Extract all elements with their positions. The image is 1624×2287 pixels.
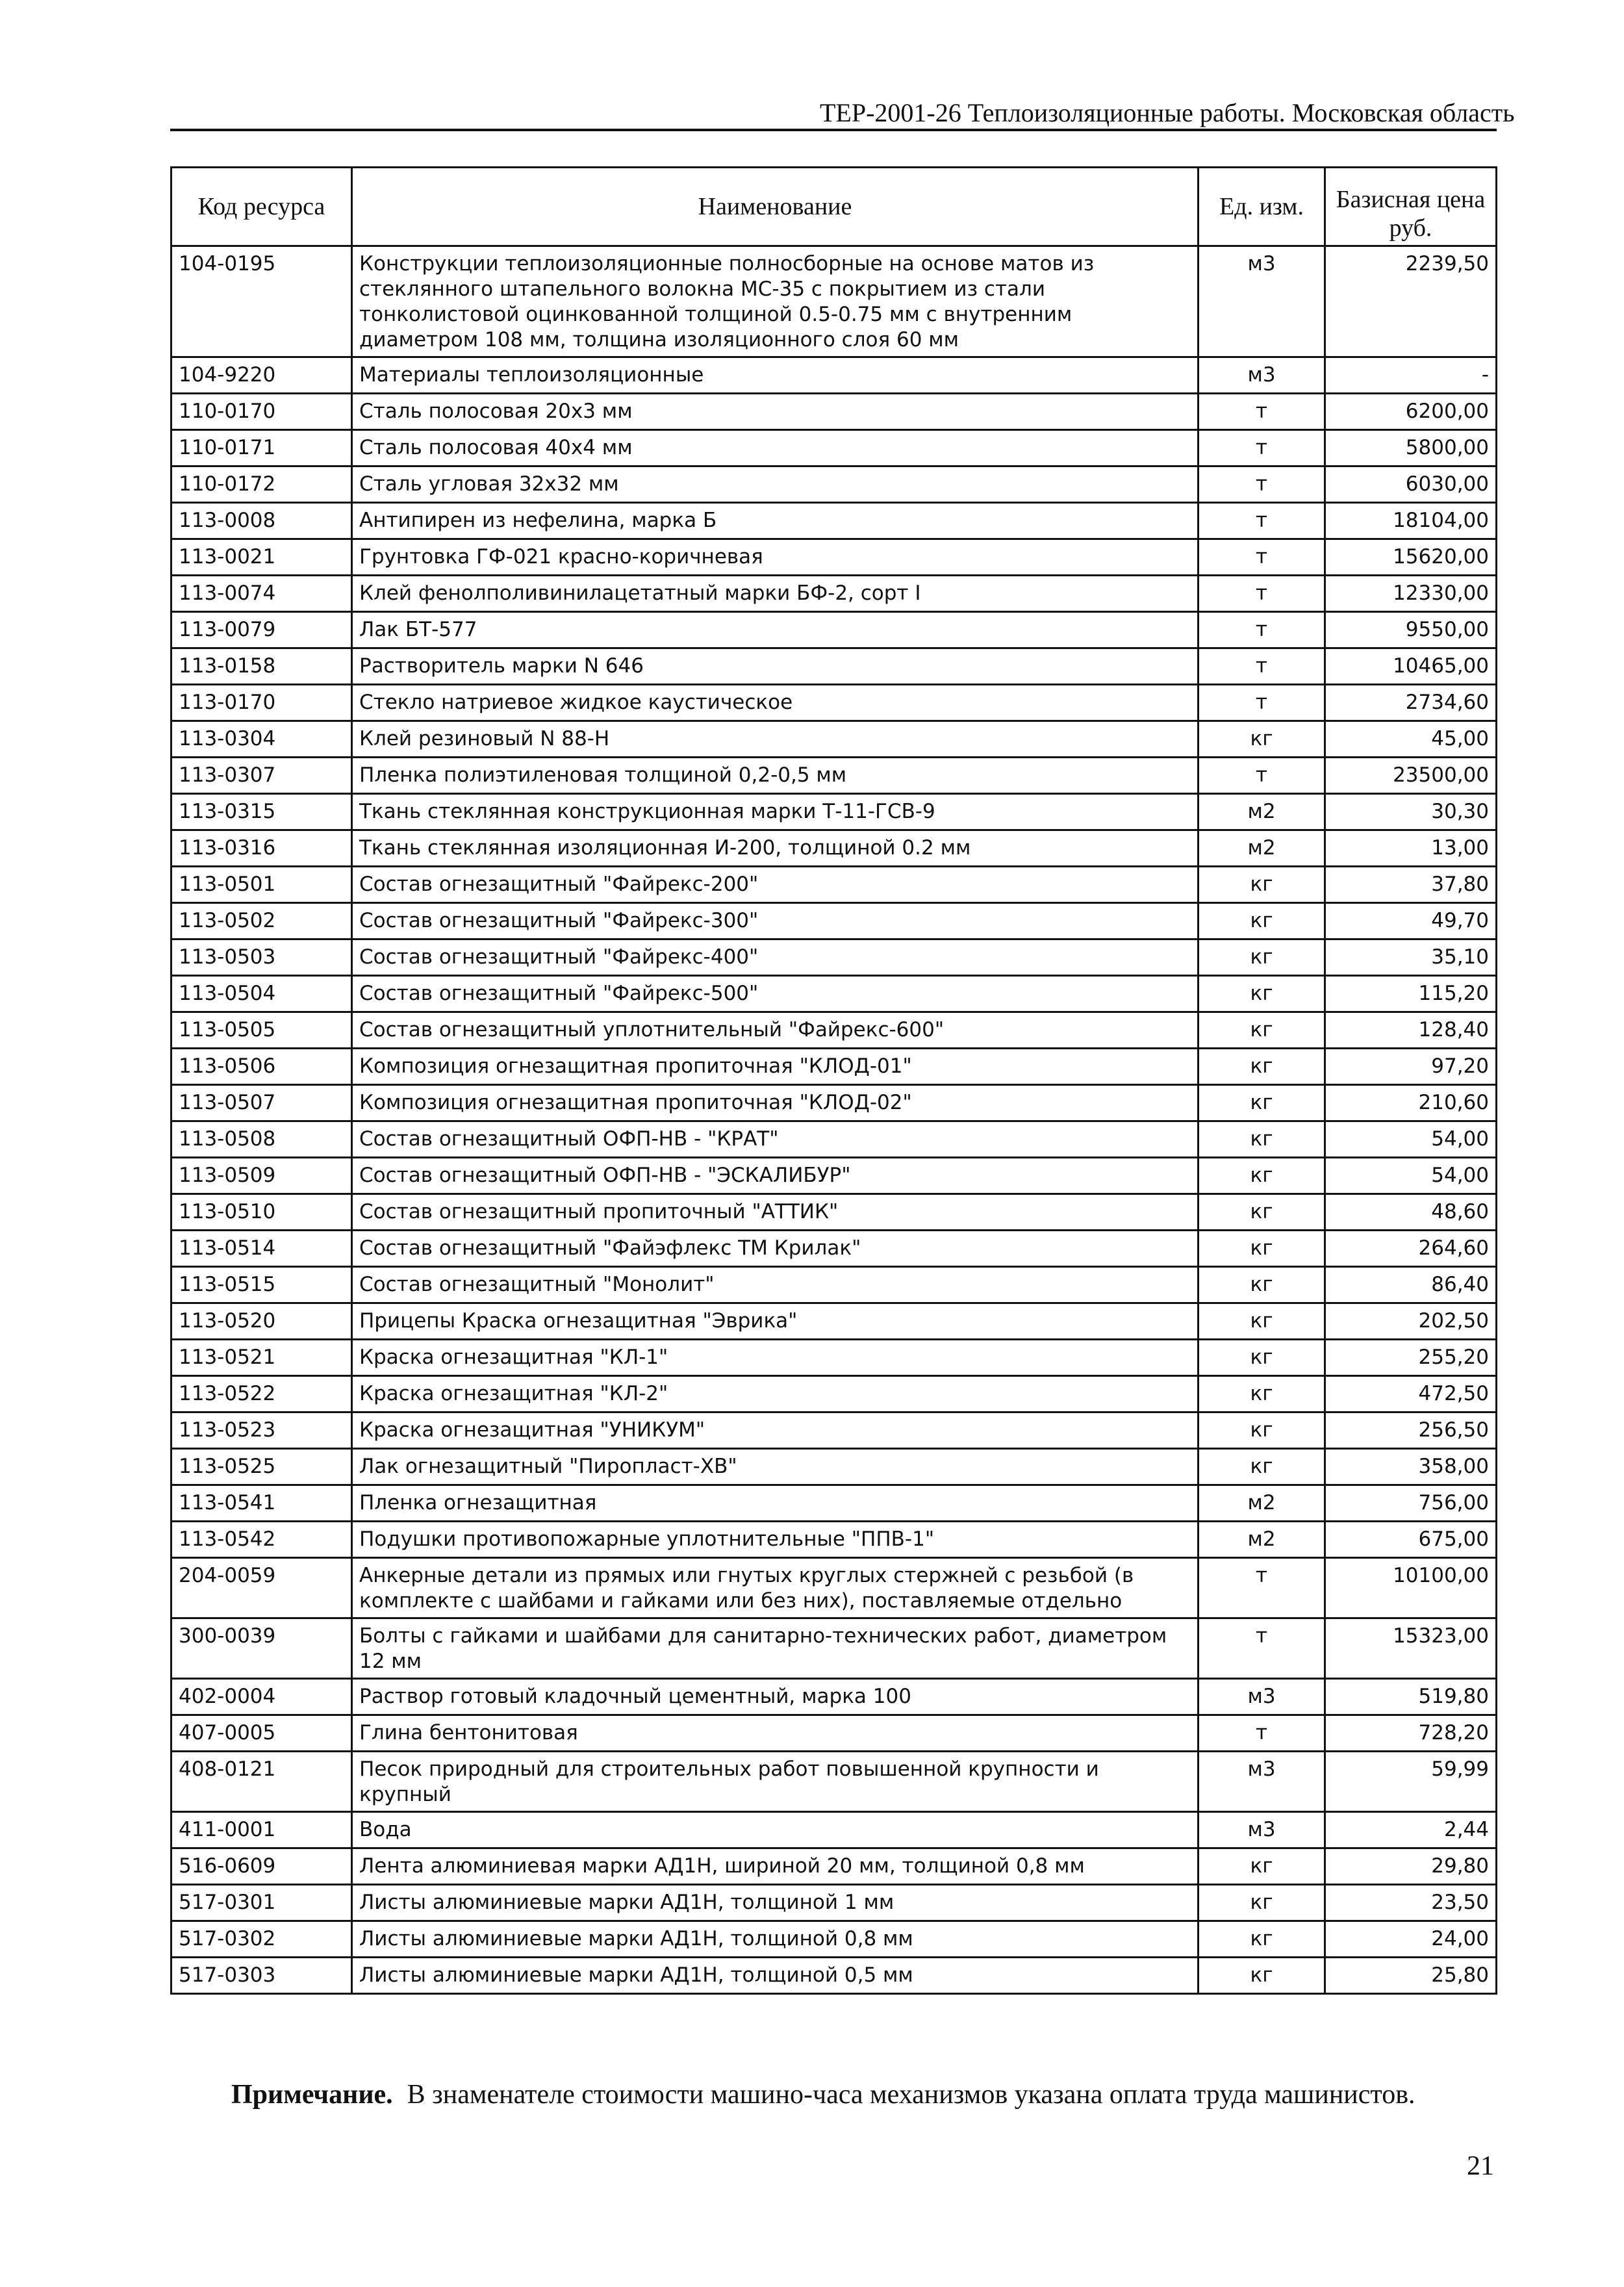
cell-price: 472,50 [1325, 1376, 1497, 1412]
cell-name: Раствор готовый кладочный цементный, марка 100 [352, 1679, 1199, 1715]
table-row [171, 758, 1497, 794]
cell-code: 113-0521 [171, 1340, 352, 1376]
cell-unit: кг [1199, 1049, 1325, 1085]
table-row [171, 430, 1497, 466]
table-row [171, 1340, 1497, 1376]
cell-code: 113-0021 [171, 539, 352, 576]
cell-code: 411-0001 [171, 1812, 352, 1848]
cell-name: Болты с гайками и шайбами для санитарно-технических работ, диаметром 12 мм [352, 1618, 1199, 1679]
cell-name: Антипирен из нефелина, марка Б [352, 503, 1199, 539]
table-row [171, 1449, 1497, 1485]
cell-unit: т [1199, 576, 1325, 612]
cell-name: Состав огнезащитный ОФП-НВ - "ЭСКАЛИБУР" [352, 1158, 1199, 1194]
cell-price: 97,20 [1325, 1049, 1497, 1085]
cell-code: 113-0508 [171, 1121, 352, 1158]
cell-price: 24,00 [1325, 1921, 1497, 1958]
cell-name: Вода [352, 1812, 1199, 1848]
table-row [171, 1049, 1497, 1085]
cell-unit: м2 [1199, 830, 1325, 867]
column-header-name: Наименование [352, 168, 1199, 246]
cell-name: Сталь полосовая 20х3 мм [352, 394, 1199, 430]
cell-price: 728,20 [1325, 1715, 1497, 1752]
cell-name: Ткань стеклянная изоляционная И-200, толщиной 0.2 мм [352, 830, 1199, 867]
cell-price: 37,80 [1325, 867, 1497, 903]
cell-name: Состав огнезащитный уплотнительный "Файрекс-600" [352, 1012, 1199, 1049]
cell-name: Пленка полиэтиленовая толщиной 0,2-0,5 мм [352, 758, 1199, 794]
cell-name: Состав огнезащитный пропиточный "АТТИК" [352, 1194, 1199, 1231]
cell-price: 15620,00 [1325, 539, 1497, 576]
table-row [171, 246, 1497, 357]
cell-code: 110-0171 [171, 430, 352, 466]
cell-price: - [1325, 357, 1497, 394]
cell-code: 113-0501 [171, 867, 352, 903]
table-row [171, 1679, 1497, 1715]
cell-unit: т [1199, 685, 1325, 721]
cell-name: Листы алюминиевые марки АД1Н, толщиной 0,5 мм [352, 1958, 1199, 1994]
cell-name: Растворитель марки N 646 [352, 648, 1199, 685]
cell-code: 517-0302 [171, 1921, 352, 1958]
cell-code: 113-0514 [171, 1231, 352, 1267]
cell-name: Глина бентонитовая [352, 1715, 1199, 1752]
cell-code: 113-0074 [171, 576, 352, 612]
cell-price: 54,00 [1325, 1121, 1497, 1158]
cell-code: 300-0039 [171, 1618, 352, 1679]
cell-price: 202,50 [1325, 1303, 1497, 1340]
cell-code: 113-0079 [171, 612, 352, 648]
cell-name: Состав огнезащитный "Файрекс-200" [352, 867, 1199, 903]
table-row [171, 1412, 1497, 1449]
table-row [171, 1752, 1497, 1812]
cell-code: 113-0510 [171, 1194, 352, 1231]
cell-unit: кг [1199, 1449, 1325, 1485]
cell-price: 30,30 [1325, 794, 1497, 830]
cell-code: 113-0307 [171, 758, 352, 794]
cell-name: Состав огнезащитный "Файэфлекс ТМ Крилак" [352, 1231, 1199, 1267]
cell-unit: т [1199, 612, 1325, 648]
cell-unit: т [1199, 539, 1325, 576]
table-row [171, 903, 1497, 939]
cell-unit: т [1199, 1618, 1325, 1679]
cell-price: 45,00 [1325, 721, 1497, 758]
cell-price: 6030,00 [1325, 466, 1497, 503]
cell-name: Лента алюминиевая марки АД1Н, шириной 20 мм, толщиной 0,8 мм [352, 1848, 1199, 1885]
cell-price: 115,20 [1325, 976, 1497, 1012]
cell-price: 48,60 [1325, 1194, 1497, 1231]
cell-unit: кг [1199, 1121, 1325, 1158]
table-row [171, 1194, 1497, 1231]
cell-name: Ткань стеклянная конструкционная марки Т-11-ГСВ-9 [352, 794, 1199, 830]
cell-unit: т [1199, 758, 1325, 794]
table-row [171, 830, 1497, 867]
table-row [171, 357, 1497, 394]
cell-code: 113-0008 [171, 503, 352, 539]
cell-code: 104-9220 [171, 357, 352, 394]
cell-code: 113-0316 [171, 830, 352, 867]
cell-unit: кг [1199, 1340, 1325, 1376]
cell-price: 29,80 [1325, 1848, 1497, 1885]
cell-name: Лак огнезащитный "Пиропласт-ХВ" [352, 1449, 1199, 1485]
cell-name: Клей фенолполивинилацетатный марки БФ-2, сорт I [352, 576, 1199, 612]
cell-price: 54,00 [1325, 1158, 1497, 1194]
table-row [171, 1812, 1497, 1848]
cell-price: 5800,00 [1325, 430, 1497, 466]
table-row [171, 794, 1497, 830]
footnote-text: В знаменателе стоимости машино-часа механизмов указана оплата труда машинистов. [407, 2080, 1415, 2110]
table-row [171, 576, 1497, 612]
cell-code: 113-0504 [171, 976, 352, 1012]
table-row [171, 1012, 1497, 1049]
cell-unit: м3 [1199, 1812, 1325, 1848]
cell-name: Клей резиновый N 88-Н [352, 721, 1199, 758]
cell-unit: кг [1199, 1012, 1325, 1049]
cell-name: Сталь полосовая 40х4 мм [352, 430, 1199, 466]
cell-unit: кг [1199, 1848, 1325, 1885]
column-header-code: Код ресурса [171, 168, 352, 246]
table-row [171, 685, 1497, 721]
cell-price: 18104,00 [1325, 503, 1497, 539]
table-row [171, 1485, 1497, 1522]
cell-unit: м3 [1199, 357, 1325, 394]
cell-name: Прицепы Краска огнезащитная "Эврика" [352, 1303, 1199, 1340]
cell-unit: кг [1199, 867, 1325, 903]
cell-unit: кг [1199, 976, 1325, 1012]
table-row [171, 1848, 1497, 1885]
cell-unit: кг [1199, 1158, 1325, 1194]
cell-code: 113-0522 [171, 1376, 352, 1412]
cell-price: 12330,00 [1325, 576, 1497, 612]
cell-price: 13,00 [1325, 830, 1497, 867]
cell-code: 402-0004 [171, 1679, 352, 1715]
cell-code: 113-0503 [171, 939, 352, 976]
table-row [171, 1715, 1497, 1752]
cell-code: 113-0502 [171, 903, 352, 939]
cell-price: 210,60 [1325, 1085, 1497, 1121]
table-row [171, 466, 1497, 503]
cell-unit: кг [1199, 939, 1325, 976]
cell-unit: кг [1199, 1376, 1325, 1412]
cell-name: Состав огнезащитный "Файрекс-400" [352, 939, 1199, 976]
cell-name: Материалы теплоизоляционные [352, 357, 1199, 394]
table-row [171, 394, 1497, 430]
cell-code: 113-0158 [171, 648, 352, 685]
cell-price: 519,80 [1325, 1679, 1497, 1715]
cell-price: 6200,00 [1325, 394, 1497, 430]
cell-name: Композиция огнезащитная пропиточная "КЛОД-02" [352, 1085, 1199, 1121]
cell-name: Краска огнезащитная "КЛ-1" [352, 1340, 1199, 1376]
cell-name: Состав огнезащитный ОФП-НВ - "КРАТ" [352, 1121, 1199, 1158]
table-body [171, 246, 1497, 1994]
header-rule [170, 129, 1497, 131]
cell-unit: кг [1199, 1885, 1325, 1921]
cell-unit: т [1199, 503, 1325, 539]
cell-price: 49,70 [1325, 903, 1497, 939]
cell-code: 113-0523 [171, 1412, 352, 1449]
table-row [171, 1376, 1497, 1412]
cell-price: 358,00 [1325, 1449, 1497, 1485]
cell-name: Состав огнезащитный "Монолит" [352, 1267, 1199, 1303]
cell-code: 516-0609 [171, 1848, 352, 1885]
table-row [171, 1158, 1497, 1194]
cell-code: 517-0301 [171, 1885, 352, 1921]
cell-price: 23500,00 [1325, 758, 1497, 794]
cell-code: 113-0509 [171, 1158, 352, 1194]
cell-code: 113-0315 [171, 794, 352, 830]
cell-code: 113-0507 [171, 1085, 352, 1121]
table-row [171, 721, 1497, 758]
cell-code: 407-0005 [171, 1715, 352, 1752]
table-row [171, 539, 1497, 576]
cell-unit: кг [1199, 1231, 1325, 1267]
table-row [171, 1958, 1497, 1994]
table-row [171, 648, 1497, 685]
cell-price: 35,10 [1325, 939, 1497, 976]
cell-unit: т [1199, 1715, 1325, 1752]
cell-name: Песок природный для строительных работ повышенной крупности и крупный [352, 1752, 1199, 1812]
cell-unit: т [1199, 430, 1325, 466]
cell-name: Краска огнезащитная "УНИКУМ" [352, 1412, 1199, 1449]
cell-name: Композиция огнезащитная пропиточная "КЛОД-01" [352, 1049, 1199, 1085]
table-row [171, 1558, 1497, 1618]
cell-code: 113-0506 [171, 1049, 352, 1085]
table-row [171, 1921, 1497, 1958]
cell-price: 25,80 [1325, 1958, 1497, 1994]
cell-price: 256,50 [1325, 1412, 1497, 1449]
cell-code: 113-0542 [171, 1522, 352, 1558]
cell-unit: кг [1199, 1921, 1325, 1958]
cell-price: 59,99 [1325, 1752, 1497, 1812]
cell-unit: т [1199, 394, 1325, 430]
table-row [171, 1121, 1497, 1158]
cell-name: Листы алюминиевые марки АД1Н, толщиной 0,8 мм [352, 1921, 1199, 1958]
cell-name: Грунтовка ГФ-021 красно-коричневая [352, 539, 1199, 576]
table-row [171, 867, 1497, 903]
cell-unit: м2 [1199, 1522, 1325, 1558]
cell-unit: кг [1199, 903, 1325, 939]
cell-code: 113-0525 [171, 1449, 352, 1485]
cell-code: 104-0195 [171, 246, 352, 357]
cell-unit: т [1199, 648, 1325, 685]
cell-unit: кг [1199, 1958, 1325, 1994]
table-row [171, 1303, 1497, 1340]
cell-unit: кг [1199, 1412, 1325, 1449]
cell-unit: кг [1199, 721, 1325, 758]
cell-price: 9550,00 [1325, 612, 1497, 648]
cell-price: 2239,50 [1325, 246, 1497, 357]
cell-name: Лак БТ-577 [352, 612, 1199, 648]
cell-price: 264,60 [1325, 1231, 1497, 1267]
cell-unit: т [1199, 1558, 1325, 1618]
cell-price: 10465,00 [1325, 648, 1497, 685]
cell-name: Сталь угловая 32х32 мм [352, 466, 1199, 503]
cell-code: 408-0121 [171, 1752, 352, 1812]
cell-price: 128,40 [1325, 1012, 1497, 1049]
table-header-row [171, 168, 1497, 246]
cell-price: 255,20 [1325, 1340, 1497, 1376]
cell-name: Листы алюминиевые марки АД1Н, толщиной 1 мм [352, 1885, 1199, 1921]
cell-price: 2,44 [1325, 1812, 1497, 1848]
cell-name: Состав огнезащитный "Файрекс-300" [352, 903, 1199, 939]
cell-code: 113-0541 [171, 1485, 352, 1522]
cell-name: Подушки противопожарные уплотнительные "ППВ-1" [352, 1522, 1199, 1558]
cell-code: 204-0059 [171, 1558, 352, 1618]
cell-unit: кг [1199, 1303, 1325, 1340]
cell-unit: кг [1199, 1267, 1325, 1303]
cell-code: 113-0515 [171, 1267, 352, 1303]
table-row [171, 1267, 1497, 1303]
cell-price: 86,40 [1325, 1267, 1497, 1303]
cell-code: 517-0303 [171, 1958, 352, 1994]
cell-name: Краска огнезащитная "КЛ-2" [352, 1376, 1199, 1412]
running-header: ТЕР-2001-26 Теплоизоляционные работы. Московская область [820, 98, 1515, 127]
cell-unit: кг [1199, 1085, 1325, 1121]
table-row [171, 1618, 1497, 1679]
cell-name: Состав огнезащитный "Файрекс-500" [352, 976, 1199, 1012]
table-row [171, 503, 1497, 539]
cell-code: 110-0172 [171, 466, 352, 503]
page-number: 21 [1467, 2151, 1494, 2181]
table-row [171, 976, 1497, 1012]
table-row [171, 1885, 1497, 1921]
footnote-label: Примечание. [231, 2080, 393, 2110]
table-row [171, 1522, 1497, 1558]
cell-price: 15323,00 [1325, 1618, 1497, 1679]
cell-name: Анкерные детали из прямых или гнутых круглых стержней с резьбой (в комплекте с шайбами и гайками или без них), поставляемые отдельно [352, 1558, 1199, 1618]
footnote [231, 2079, 1504, 2110]
cell-unit: м2 [1199, 1485, 1325, 1522]
cell-unit: м3 [1199, 246, 1325, 357]
table-row [171, 1085, 1497, 1121]
cell-name: Стекло натриевое жидкое каустическое [352, 685, 1199, 721]
cell-code: 113-0505 [171, 1012, 352, 1049]
cell-unit: м2 [1199, 794, 1325, 830]
cell-price: 756,00 [1325, 1485, 1497, 1522]
cell-code: 110-0170 [171, 394, 352, 430]
cell-unit: м3 [1199, 1752, 1325, 1812]
table-row [171, 939, 1497, 976]
column-header-unit: Ед. изм. [1199, 168, 1325, 246]
cell-code: 113-0304 [171, 721, 352, 758]
cell-code: 113-0170 [171, 685, 352, 721]
cell-name: Пленка огнезащитная [352, 1485, 1199, 1522]
table-row [171, 612, 1497, 648]
cell-price: 675,00 [1325, 1522, 1497, 1558]
cell-price: 10100,00 [1325, 1558, 1497, 1618]
table-row [171, 1231, 1497, 1267]
cell-price: 2734,60 [1325, 685, 1497, 721]
cell-code: 113-0520 [171, 1303, 352, 1340]
cell-unit: т [1199, 466, 1325, 503]
cell-unit: кг [1199, 1194, 1325, 1231]
resource-price-table [170, 166, 1497, 1995]
cell-name: Конструкции теплоизоляционные полносборные на основе матов из стеклянного штапельного волокна МС-35 с покрытием из стали тонколистовой оцинкованной толщиной 0.5-0.75 мм с внутренним диаметром 108 мм, толщина изоляционного слоя 60 мм [352, 246, 1199, 357]
cell-price: 23,50 [1325, 1885, 1497, 1921]
cell-unit: м3 [1199, 1679, 1325, 1715]
column-header-price: Базисная цена руб. [1325, 168, 1497, 246]
